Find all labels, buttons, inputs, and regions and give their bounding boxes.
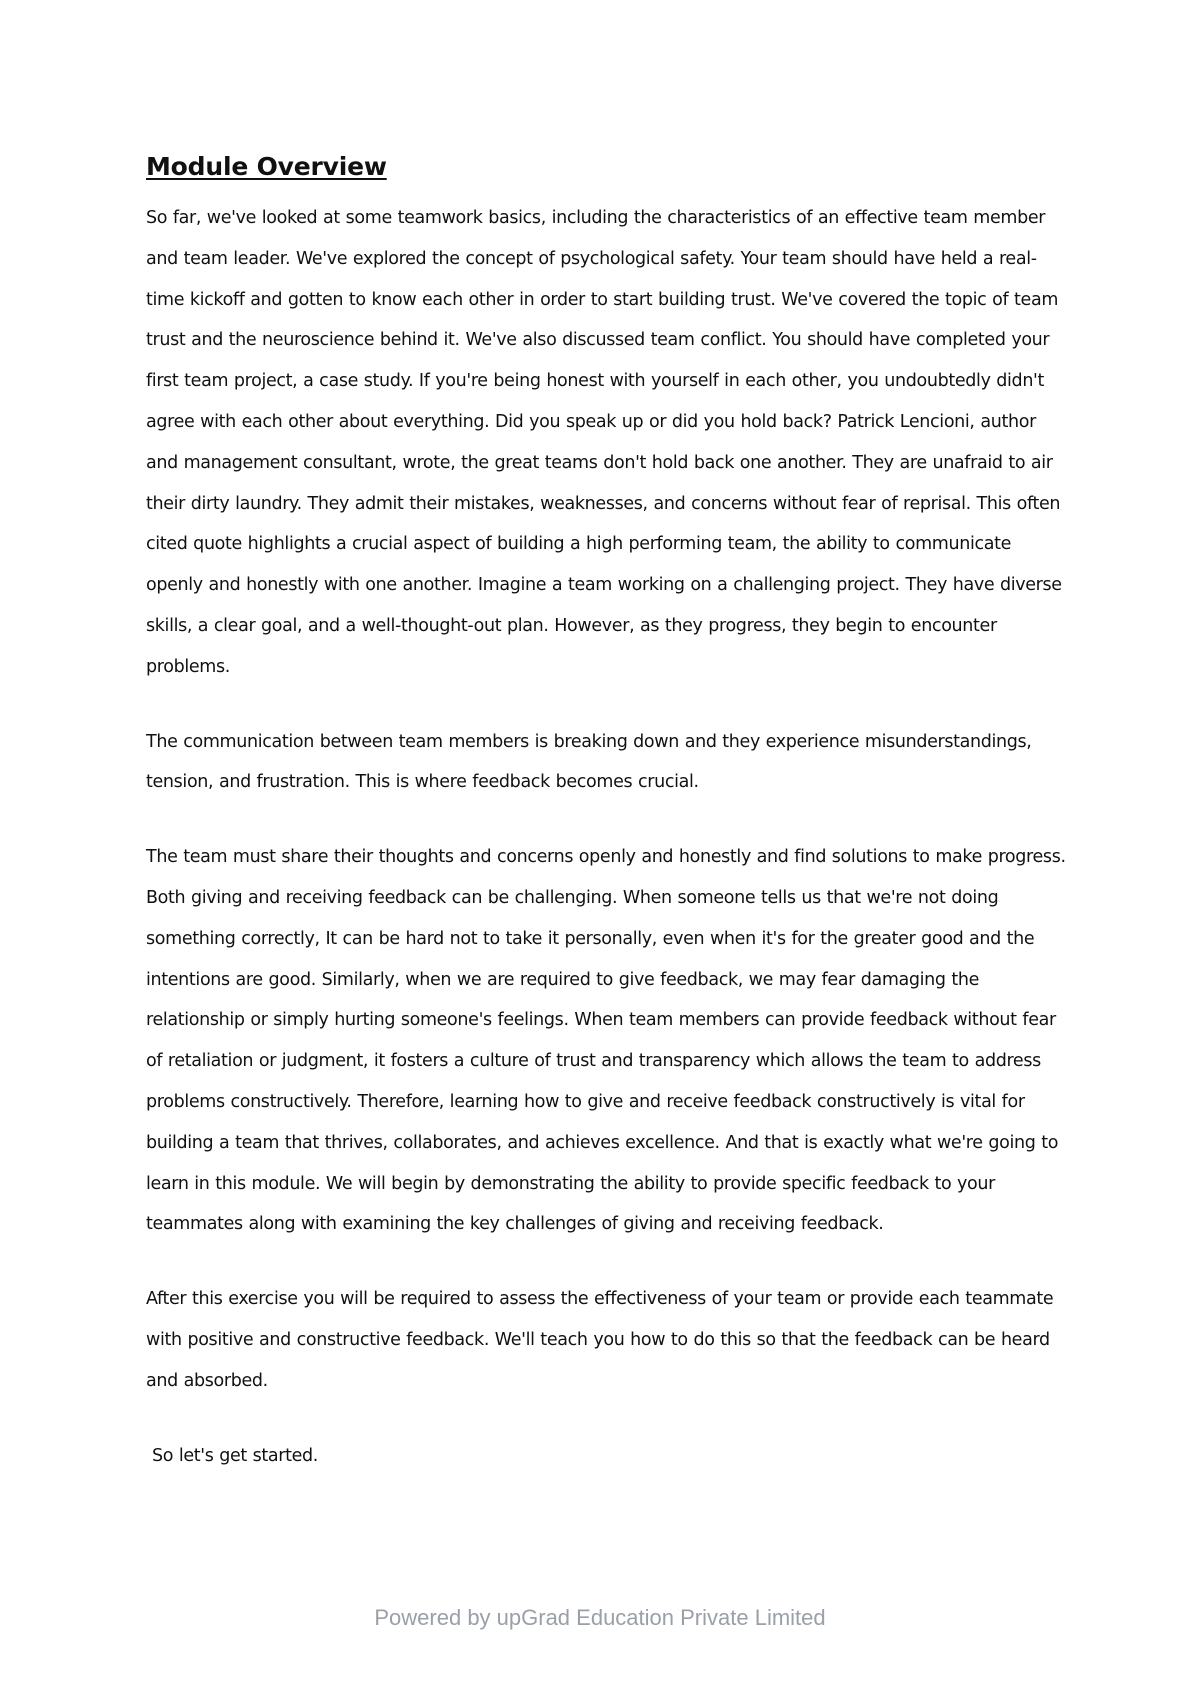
paragraph-intro: So far, we've looked at some teamwork basics, including the characteristics of an effective team member and team leader. We've explored the concept of psychological safety. Your team should have held a real-time kickoff and gotten to know each other in order to start building trust. We've covered the topic of team trust and the neuroscience behind it. We've also discussed team conflict. You should have completed your first team project, a case study. If you're being honest with yourself in each other, you undoubtedly didn't agree with each other about everything. Did you speak up or did you hold back? Patrick Lencioni, author and management consultant, wrote, the great teams don't hold back one another. They are unafraid to air their dirty laundry. They admit their mistakes, weaknesses, and concerns without fear of reprisal. This often cited quote highlights a crucial aspect of building a high performing team, the ability to communicate openly and honestly with one another. Imagine a team working on a challenging project. They have diverse skills, a clear goal, and a well-thought-out plan. However, as they progress, they begin to encounter problems. <box>146 208 1062 677</box>
document-page <box>146 146 1066 1476</box>
footer-powered-by: Powered by upGrad Education Private Limited <box>374 1605 826 1630</box>
paragraph-communication: The communication between team members is breaking down and they experience misunderstandings, tension, and frustration. This is where feedback becomes crucial. <box>146 731 1032 793</box>
paragraph-feedback: The team must share their thoughts and concerns openly and honestly and find solutions to make progress. Both giving and receiving feedback can be challenging. When someone tells us that we're not doing something correctly, It can be hard not to take it personally, even when it's for the greater good and the intentions are good. Similarly, when we are required to give feedback, we may fear damaging the relationship or simply hurting someone's feelings. When team members can provide feedback without fear of retaliation or judgment, it fosters a culture of trust and transparency which allows the team to address problems constructively. Therefore, learning how to give and receive feedback constructively is vital for building a team that thrives, collaborates, and achieves excellence. And that is exactly what we're going to learn in this module. We will begin by demonstrating the ability to provide specific feedback to your teammates along with examining the key challenges of giving and receiving feedback. <box>146 847 1066 1235</box>
paragraph-exercise: After this exercise you will be required to assess the effectiveness of your team or provide each teammate with positive and constructive feedback. We'll teach you how to do this so that the feedback can be heard and absorbed. <box>146 1289 1054 1391</box>
paragraph-closing: So let's get started. <box>152 1445 319 1466</box>
page-title: Module Overview <box>146 152 387 181</box>
